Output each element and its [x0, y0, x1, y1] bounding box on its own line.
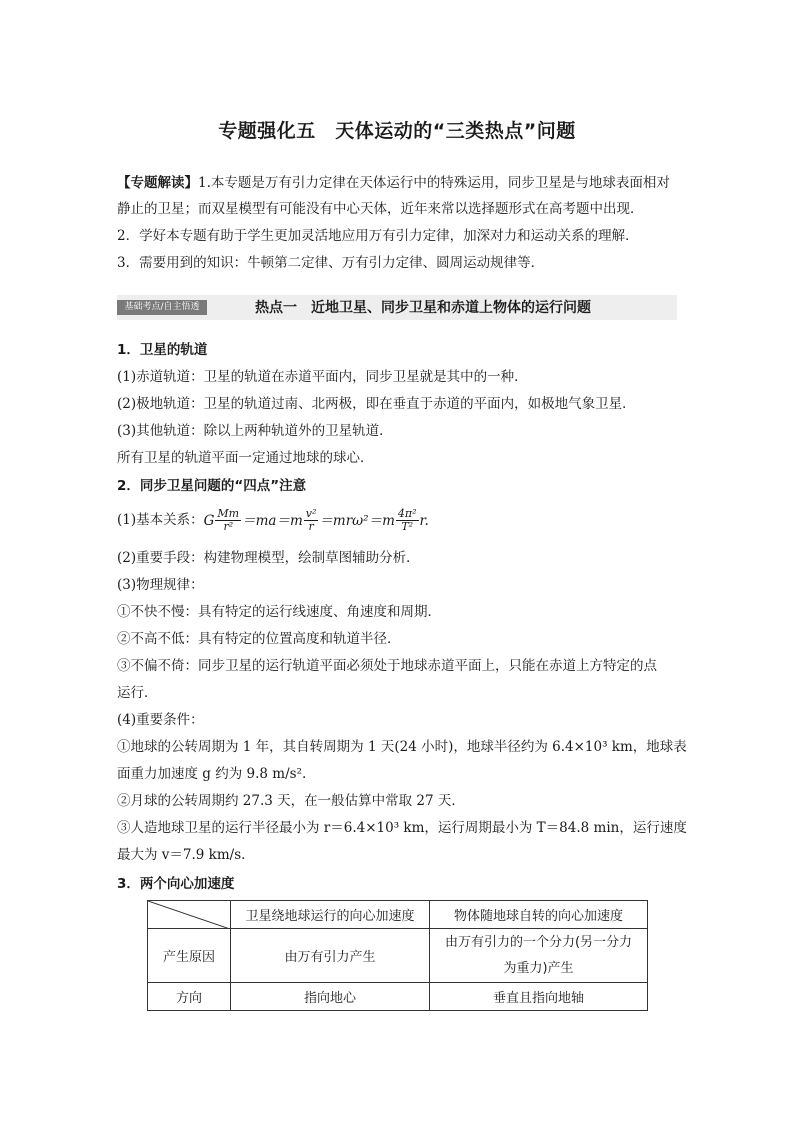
fraction-den: T² — [401, 520, 414, 533]
table-row-label: 方向 — [148, 983, 231, 1011]
accel-heading: 3．两个向心加速度 — [117, 876, 235, 892]
orbit-note: 所有卫星的轨道平面一定通过地球的球心． — [117, 450, 374, 466]
section-tag: 基础考点/自主悟透 — [117, 300, 207, 315]
table-cell-text: 为重力)产生 — [503, 960, 574, 976]
intro-line-1 — [117, 173, 670, 193]
diagonal-line — [148, 901, 230, 929]
orbit-heading: 1．卫星的轨道 — [117, 342, 208, 358]
table-col-header-2: 物体随地球自转的向心加速度 — [430, 901, 648, 929]
section-header — [117, 295, 677, 320]
intro-line-4: 3．需要用到的知识：牛顿第二定律、万有引力定律、圆周运动规律等． — [117, 255, 545, 271]
cond-3b: 最大为 v＝7.9 km/s. — [117, 847, 246, 863]
fraction-gravity — [215, 508, 241, 533]
cond-2: ②月球的公转周期约 27.3 天，在一般估算中常取 27 天． — [117, 793, 465, 809]
table-header-row — [148, 901, 648, 929]
intro-line-3: 2．学好本专题有助于学生更加灵活地应用万有引力定律，加深对力和运动关系的理解． — [117, 228, 639, 244]
sync-item-2: (2)重要手段：构建物理模型，绘制草图辅助分析． — [117, 550, 420, 566]
table-row-label: 产生原因 — [148, 929, 231, 983]
cond-3a: ③人造地球卫星的运行半径最小为 r＝6.4×10³ km，运行周期最小为 T＝84.8 min，运行速度 — [117, 820, 687, 836]
formula-eq-2: ＝mrω²＝m — [319, 512, 395, 529]
table-corner-cell — [148, 901, 231, 929]
rule-1: ①不快不慢：具有特定的运行线速度、角速度和周期． — [117, 604, 441, 620]
table-col-header-1: 卫星绕地球运行的向心加速度 — [231, 901, 430, 929]
cond-1b: 面重力加速度 g 约为 9.8 m/s². — [117, 766, 307, 782]
fraction-den: r² — [223, 520, 234, 533]
table-cell — [430, 929, 648, 983]
intro-tag: 【专题解读】 — [117, 175, 198, 191]
fraction-den: r — [308, 520, 314, 533]
sync-heading: 2．同步卫星问题的“四点”注意 — [117, 478, 307, 494]
fraction-period — [396, 508, 419, 533]
sync-item-3: (3)物理规律： — [117, 577, 204, 593]
page-title: 专题强化五 天体运动的“三类热点”问题 — [218, 120, 576, 142]
orbit-item-2: (2)极地轨道：卫星的轨道过南、北两极，即在垂直于赤道的平面内，如极地气象卫星． — [117, 396, 636, 412]
orbit-item-1: (1)赤道轨道：卫星的轨道在赤道平面内，同步卫星就是其中的一种． — [117, 369, 528, 385]
section-title: 热点一 近地卫星、同步卫星和赤道上物体的运行问题 — [255, 300, 591, 316]
table-row — [148, 929, 648, 983]
formula-line — [117, 505, 429, 536]
formula-tail: r. — [419, 512, 429, 529]
table-cell: 垂直且指向地轴 — [430, 983, 648, 1011]
rule-3a: ③不偏不倚：同步卫星的运行轨道平面必须处于地球赤道平面上，只能在赤道上方特定的点 — [117, 658, 657, 674]
rule-2: ②不高不低：具有特定的位置高度和轨道半径． — [117, 631, 401, 647]
formula-label: (1)基本关系： — [117, 512, 204, 528]
sync-item-4: (4)重要条件： — [117, 712, 204, 728]
table-cell-text: 由万有引力的一个分力(另一分力 — [444, 934, 633, 950]
intro-text-1: 1.本专题是万有引力定律在天体运行中的特殊运用，同步卫星是与地球表面相对 — [198, 175, 670, 191]
fraction-velocity — [304, 508, 319, 533]
table-row — [148, 983, 648, 1011]
rule-3b: 运行． — [117, 685, 158, 701]
cond-1a: ①地球的公转周期为 1 年，其自转周期为 1 天(24 小时)，地球半径约为 6.4×10³ km，地球表 — [117, 739, 687, 755]
fraction-num: 4π² — [397, 507, 417, 520]
formula-g: G — [203, 512, 215, 529]
intro-line-2: 静止的卫星；而双星模型有可能没有中心天体，近年来常以选择题形式在高考题中出现． — [117, 201, 644, 217]
fraction-num: v² — [305, 507, 317, 520]
table-cell: 由万有引力产生 — [231, 929, 430, 983]
formula-eq-1: ＝ma＝m — [242, 512, 303, 529]
orbit-item-3: (3)其他轨道：除以上两种轨道外的卫星轨道． — [117, 423, 393, 439]
kepler-formula — [204, 506, 429, 536]
fraction-num: Mm — [217, 507, 240, 520]
acceleration-table — [147, 900, 648, 1011]
table-cell: 指向地心 — [231, 983, 430, 1011]
